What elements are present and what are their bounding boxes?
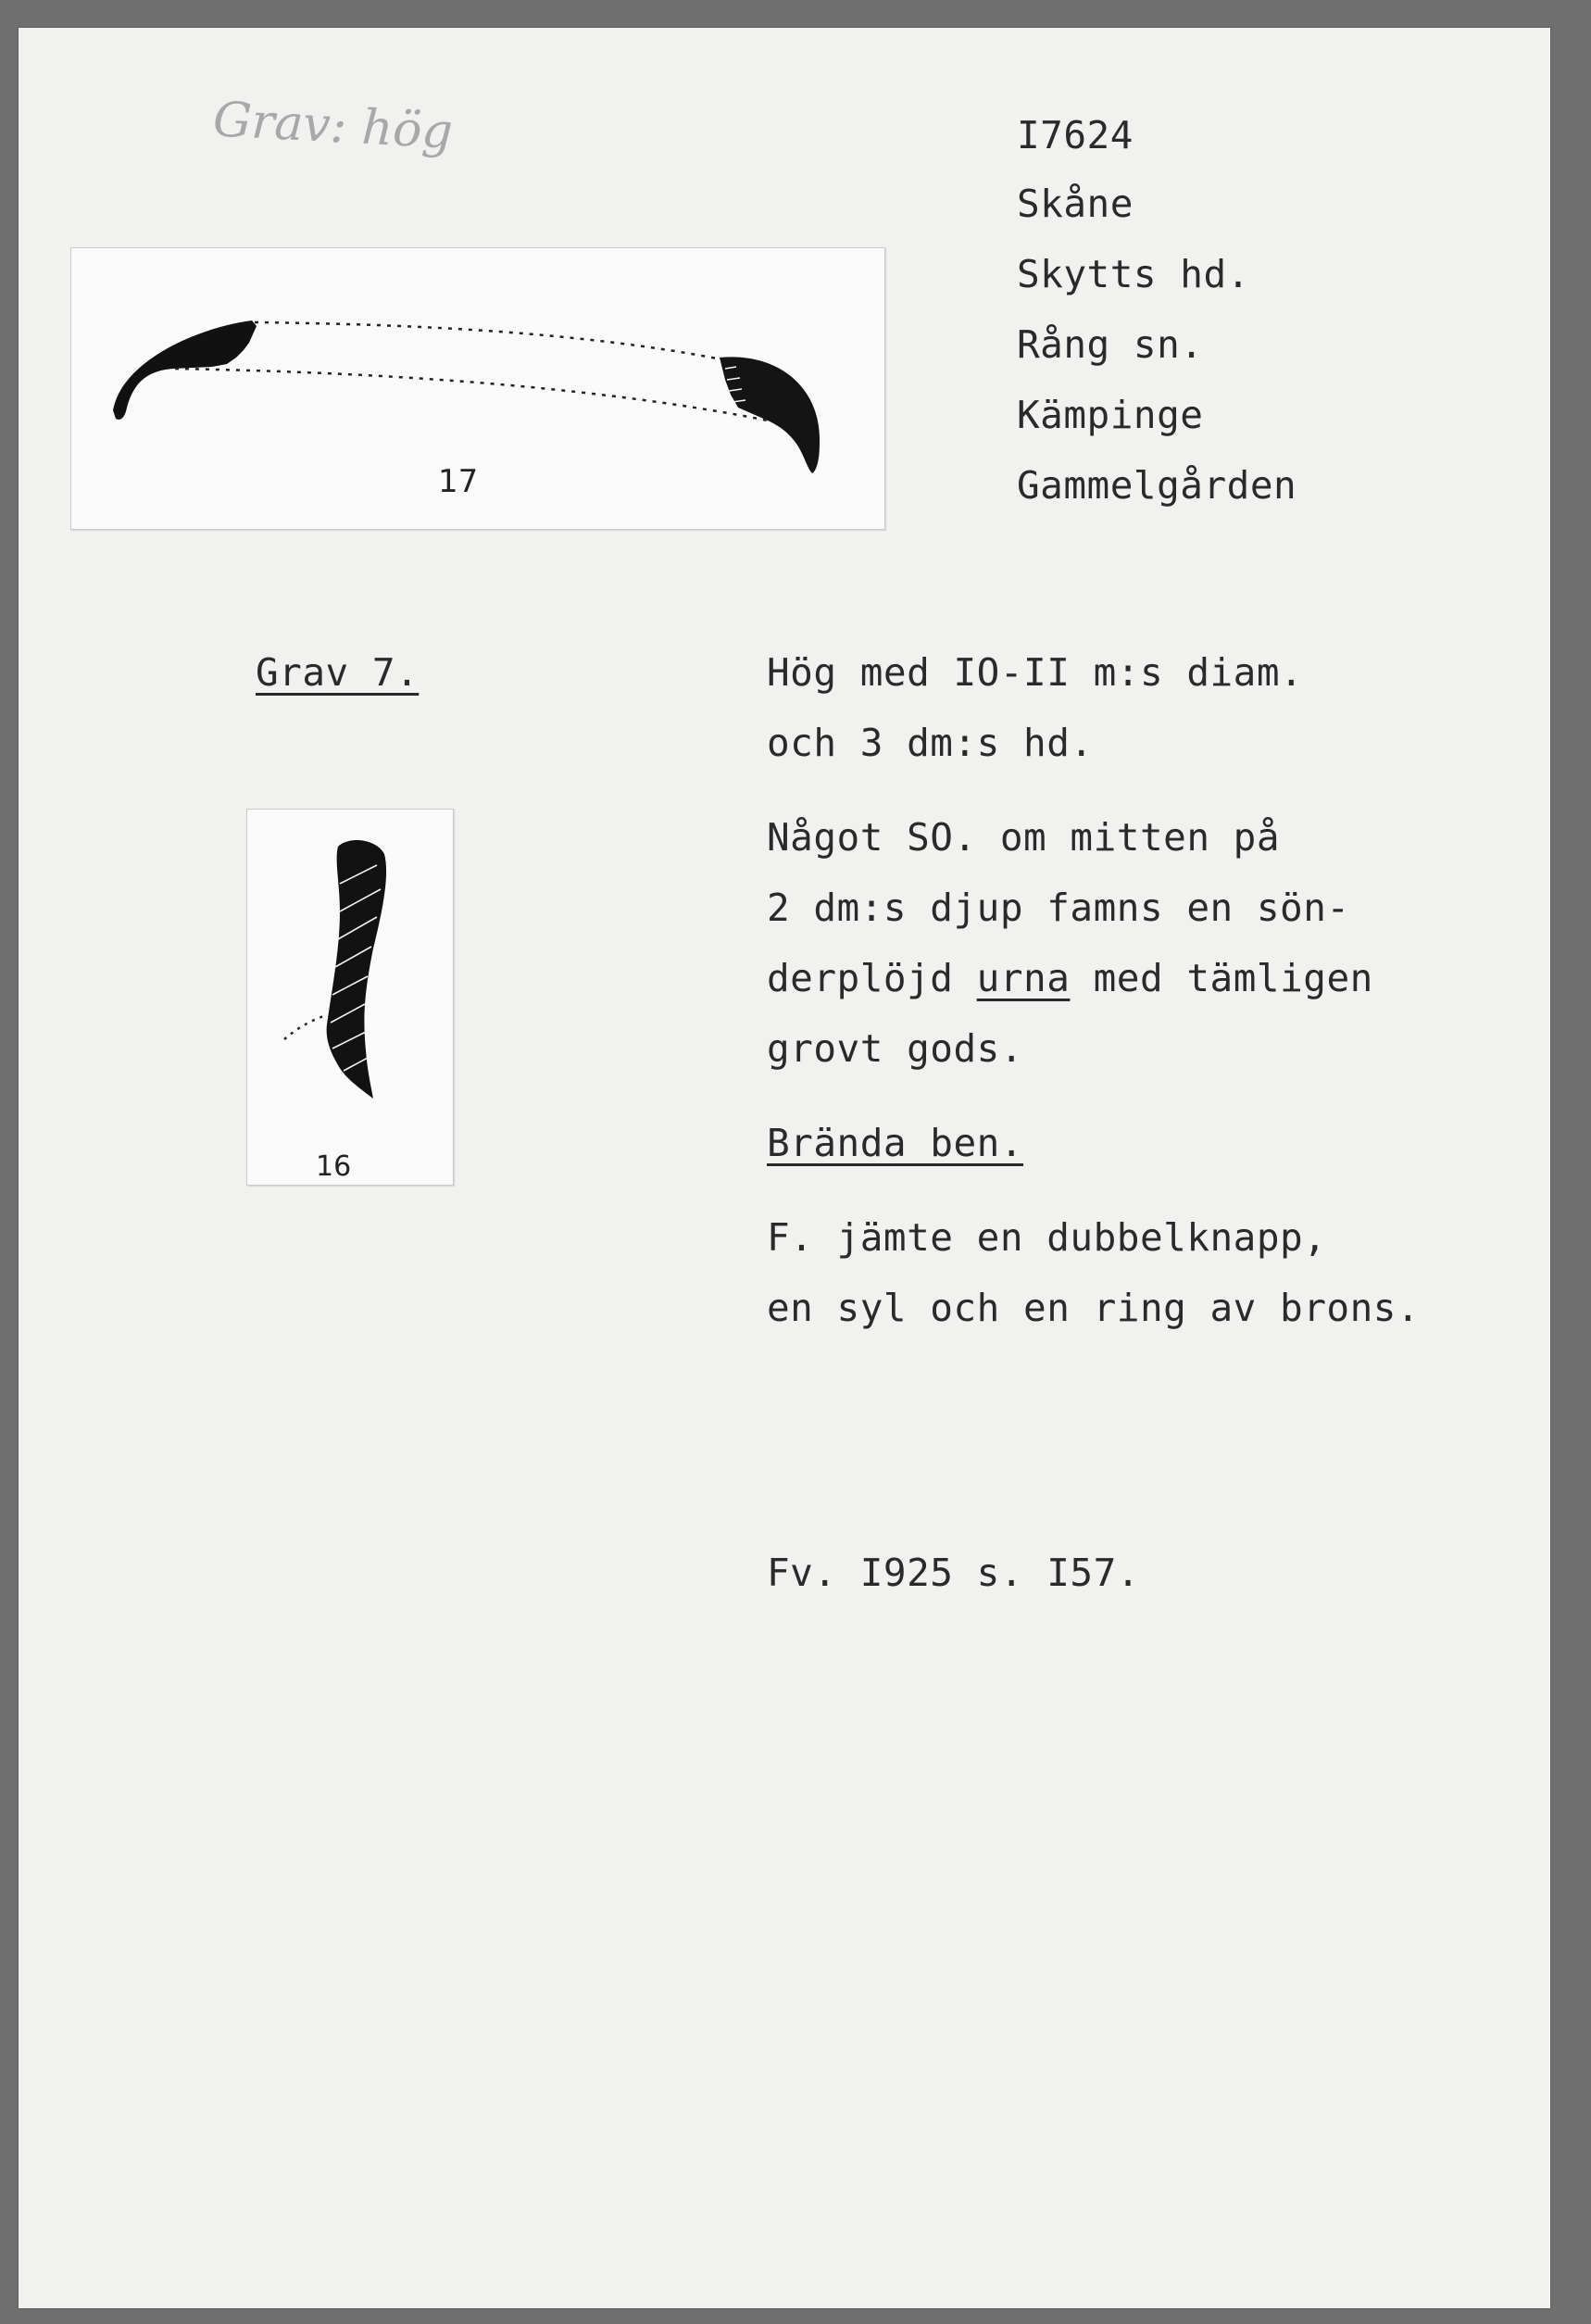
lower-contour-dotted <box>175 369 768 421</box>
catalogue-card <box>19 28 1550 2308</box>
urna-underlined: urna <box>976 956 1071 1000</box>
wall-sherd-svg <box>247 810 453 1185</box>
wall-sherd-profile <box>327 840 386 1099</box>
grave-title: Grav 7. <box>256 650 420 695</box>
province: Skåne <box>1017 182 1134 226</box>
hundred: Skytts hd. <box>1017 252 1250 296</box>
description-line-5-end: med tämligen <box>1070 956 1373 1000</box>
pencil-note: Grav: hög <box>211 92 455 160</box>
description-line-4: 2 dm:s djup famns en sön- <box>767 886 1350 930</box>
description-line-2: och 3 dm:s hd. <box>767 721 1094 765</box>
description-line-8: F. jämte en dubbelknapp, <box>767 1215 1327 1260</box>
parish: Rång sn. <box>1017 322 1204 367</box>
description-line-6: grovt gods. <box>767 1026 1024 1071</box>
rim-sherd-drawing <box>70 247 885 530</box>
rim-sherd-label: 17 <box>438 463 479 500</box>
publication-reference: Fv. I925 s. I57. <box>767 1551 1140 1595</box>
wall-sherd-label: 16 <box>316 1150 352 1183</box>
wall-sherd-contour-dotted <box>284 1015 327 1039</box>
farm: Gammelgården <box>1017 463 1297 508</box>
wall-sherd-drawing <box>246 809 454 1186</box>
description-line-3: Något SO. om mitten på <box>767 815 1281 860</box>
description-line-9: en syl och en ring av brons. <box>767 1286 1421 1330</box>
description-line-1: Hög med IO-II m:s diam. <box>767 650 1304 695</box>
upper-contour-dotted <box>255 322 721 359</box>
left-rim-profile <box>113 320 257 420</box>
village: Kämpinge <box>1017 393 1204 437</box>
catalogue-number: I7624 <box>1017 113 1134 157</box>
description-line-5 <box>767 956 1373 1000</box>
burnt-bones: Brända ben. <box>767 1121 1024 1165</box>
description-line-5-start: derplöjd <box>767 956 977 1000</box>
